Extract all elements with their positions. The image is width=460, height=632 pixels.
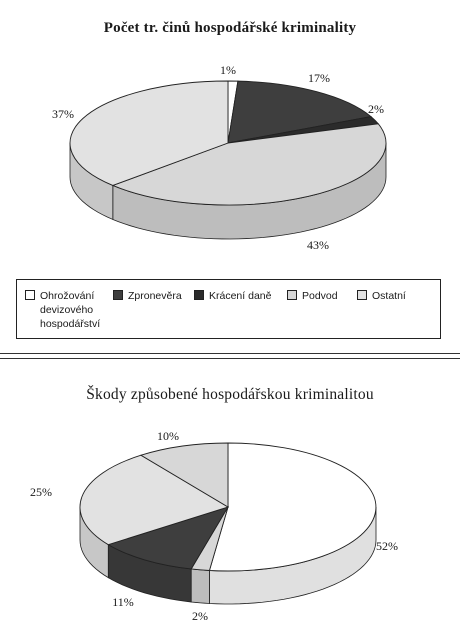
chart-2-data-label-2: 2%: [192, 609, 208, 623]
chart-2-slice-side-2: [191, 569, 209, 604]
chart-2-data-label-1: 52%: [376, 539, 398, 553]
legend-swatch-2: [113, 290, 123, 300]
legend-swatch-3: [194, 290, 204, 300]
chart-1-legend: [16, 279, 441, 339]
legend-item-1: [25, 289, 102, 331]
legend-label-2: Zpronevěra: [128, 290, 182, 302]
separator-line: [0, 353, 460, 354]
legend-swatch-4: [287, 290, 297, 300]
chart-1-data-label-5: 37%: [52, 107, 74, 121]
legend-item-5: [357, 289, 406, 303]
legend-swatch-1: [25, 290, 35, 300]
chart-2-data-label-5: 10%: [157, 429, 179, 443]
legend-swatch-5: [357, 290, 367, 300]
separator-line: [0, 358, 460, 359]
chart-1-pie: [0, 50, 460, 270]
legend-label-4: Podvod: [302, 290, 338, 302]
chart-1-data-label-3: 2%: [368, 102, 384, 116]
chart-2-pie: [0, 412, 460, 632]
chart-1-data-label-1: 1%: [220, 63, 236, 77]
legend-label-5: Ostatní: [372, 290, 406, 302]
chart-1-data-label-4: 43%: [307, 238, 329, 252]
chart-2-data-label-3: 11%: [112, 595, 134, 609]
legend-item-2: [113, 289, 182, 303]
chart-1-title: Počet tr. činů hospodářské kriminality: [103, 20, 357, 36]
chart-1-data-label-2: 17%: [308, 71, 330, 85]
chart-2-title: Škody způsobené hospodářskou kriminalitou: [86, 386, 374, 403]
chart-2-data-label-4: 25%: [30, 485, 52, 499]
legend-label-1: Ohrožování devizového hospodářství: [40, 290, 101, 330]
legend-item-4: [287, 289, 338, 303]
legend-item-3: [194, 289, 271, 303]
legend-label-3: Krácení daně: [209, 290, 272, 302]
